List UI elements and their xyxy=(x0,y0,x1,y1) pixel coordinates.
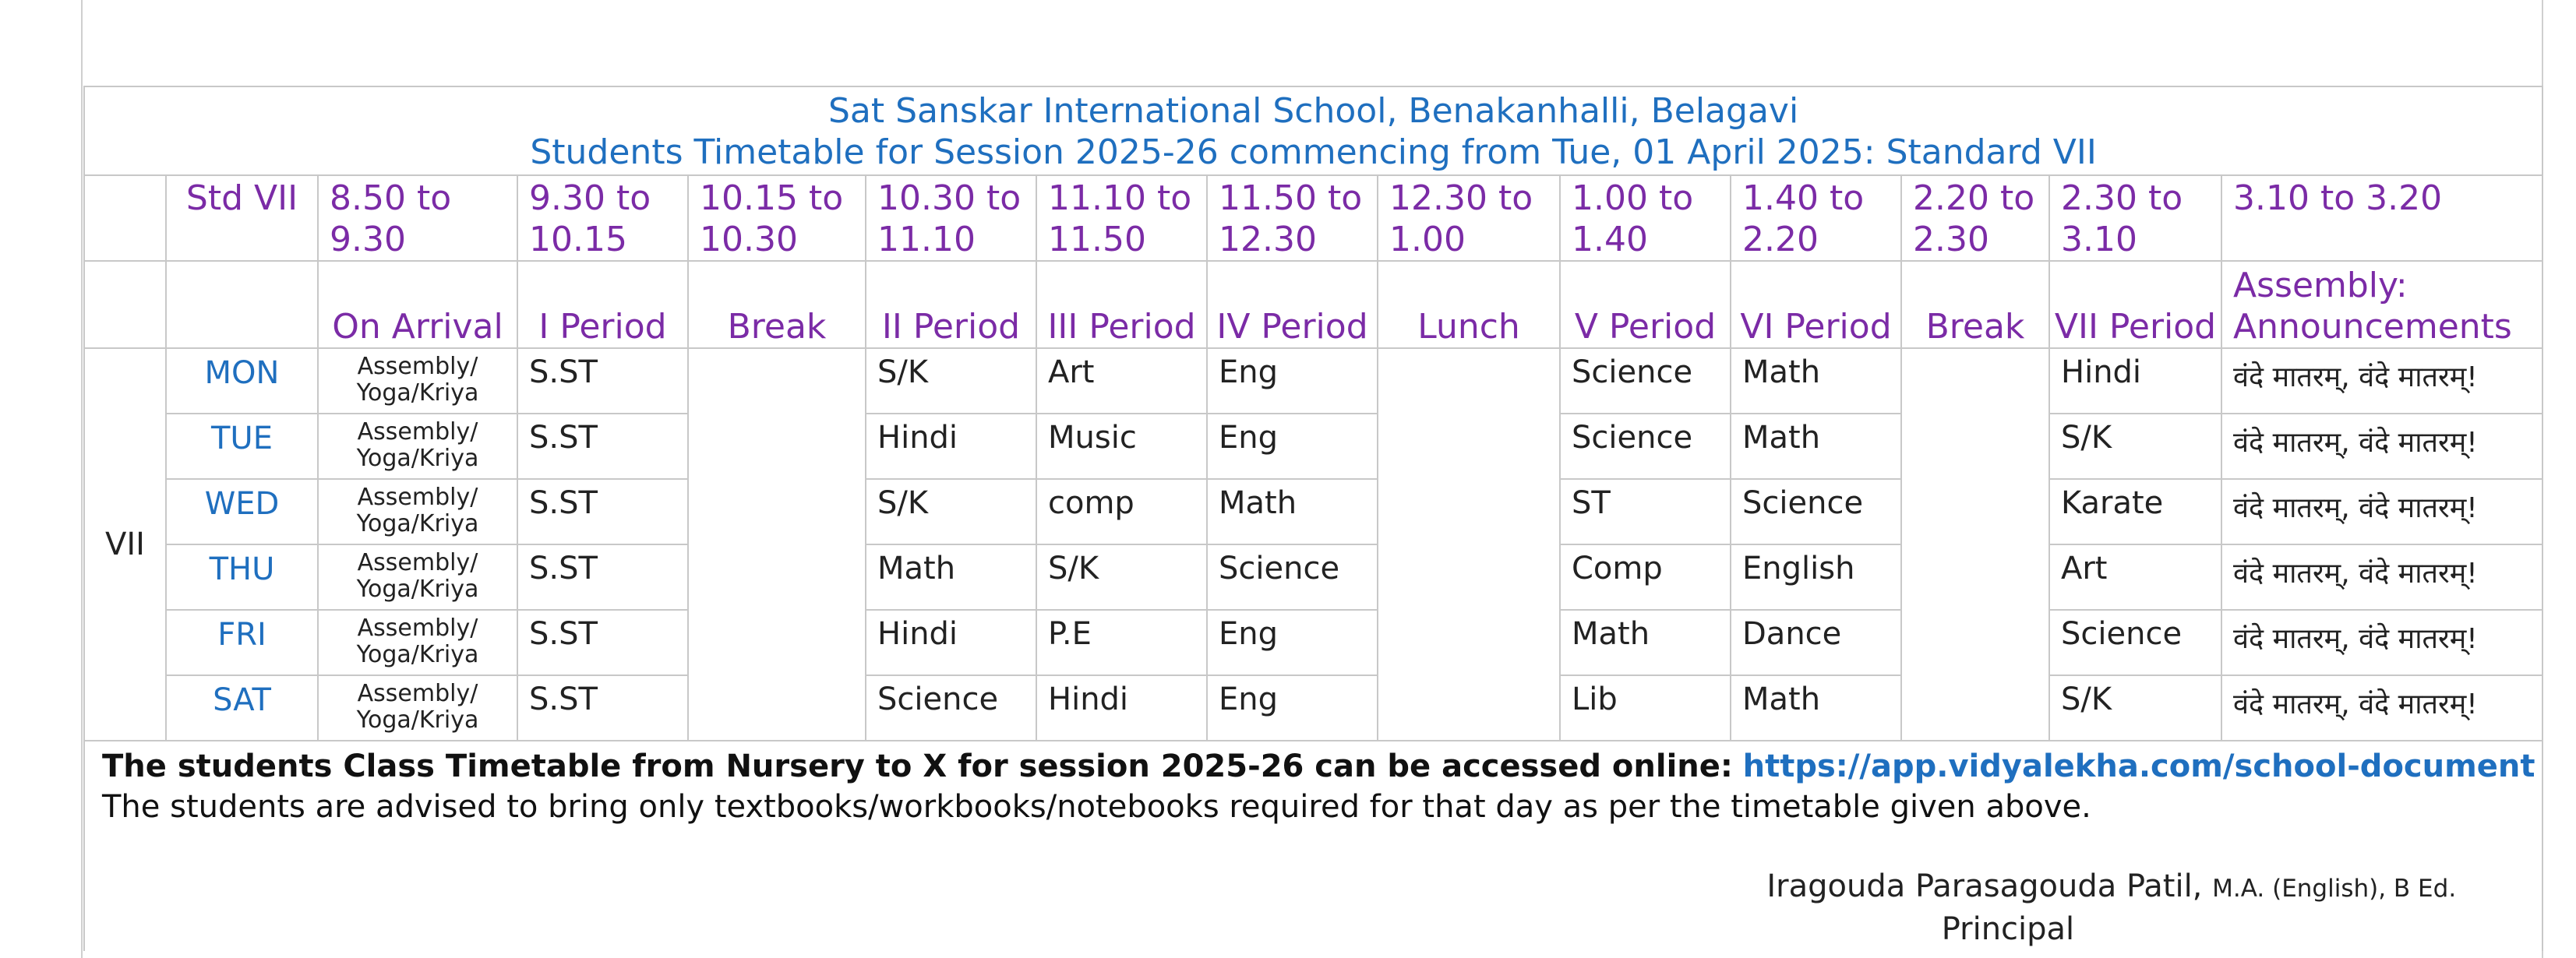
subject-cell: S/K xyxy=(866,479,1036,544)
subject-cell: S/K xyxy=(866,348,1036,414)
time-slot: 3.10 to 3.20 xyxy=(2221,175,2542,261)
period-label: VII Period xyxy=(2049,261,2221,348)
subject-cell: S/K xyxy=(2049,414,2221,479)
day-label: TUE xyxy=(166,414,318,479)
assembly-cell: Assembly/ Yoga/Kriya xyxy=(318,479,517,544)
subject-cell: S.ST xyxy=(517,610,688,675)
closing-cell: वंदे मातरम्, वंदे मातरम्! xyxy=(2221,544,2542,610)
subject-cell: Math xyxy=(1207,479,1378,544)
subject-cell: Eng xyxy=(1207,414,1378,479)
table-row xyxy=(84,348,2542,414)
lunch-column xyxy=(1378,348,1560,741)
timetable-link[interactable]: https://app.vidyalekha.com/school-document xyxy=(1742,748,2535,784)
time-slot: 1.40 to 2.20 xyxy=(1731,175,1901,261)
table-row xyxy=(84,479,2542,544)
subject-cell: Hindi xyxy=(2049,348,2221,414)
subject-cell: Hindi xyxy=(866,414,1036,479)
empty-cell xyxy=(84,261,166,348)
subject-cell: ST xyxy=(1560,479,1731,544)
day-label: THU xyxy=(166,544,318,610)
closing-cell: वंदे मातरम्, वंदे मातरम्! xyxy=(2221,479,2542,544)
subject-cell: Eng xyxy=(1207,348,1378,414)
time-row xyxy=(84,175,2542,261)
period-label: Assembly: Announcements xyxy=(2221,261,2542,348)
day-label: WED xyxy=(166,479,318,544)
subject-cell: comp xyxy=(1036,479,1207,544)
subject-cell: Math xyxy=(1731,414,1901,479)
subject-cell: Lib xyxy=(1560,675,1731,741)
subject-cell: Hindi xyxy=(1036,675,1207,741)
time-slot: 11.50 to 12.30 xyxy=(1207,175,1378,261)
subject-cell: Eng xyxy=(1207,675,1378,741)
subject-cell: English xyxy=(1731,544,1901,610)
closing-cell: वंदे मातरम्, वंदे मातरम्! xyxy=(2221,610,2542,675)
period-label: III Period xyxy=(1036,261,1207,348)
online-note-text: The students Class Timetable from Nursery to X for session 2025-26 can be accessed online: xyxy=(102,748,1733,784)
subject-cell: S.ST xyxy=(517,479,688,544)
period-label: IV Period xyxy=(1207,261,1378,348)
time-slot: 12.30 to 1.00 xyxy=(1378,175,1560,261)
subject-cell: P.E xyxy=(1036,610,1207,675)
time-slot: 1.00 to 1.40 xyxy=(1560,175,1731,261)
signature-block xyxy=(102,827,2542,909)
subject-cell: S/K xyxy=(1036,544,1207,610)
subject-cell: S.ST xyxy=(517,414,688,479)
subject-cell: S.ST xyxy=(517,675,688,741)
period-label: Lunch xyxy=(1378,261,1560,348)
subject-cell: Science xyxy=(2049,610,2221,675)
title-cell xyxy=(84,86,2542,175)
empty-cell xyxy=(166,261,318,348)
time-slot: 2.20 to 2.30 xyxy=(1901,175,2049,261)
subject-cell: Music xyxy=(1036,414,1207,479)
time-slot: 10.30 to 11.10 xyxy=(866,175,1036,261)
period-label: II Period xyxy=(866,261,1036,348)
assembly-cell: Assembly/ Yoga/Kriya xyxy=(318,610,517,675)
assembly-cell: Assembly/ Yoga/Kriya xyxy=(318,544,517,610)
subject-cell: Comp xyxy=(1560,544,1731,610)
closing-cell: वंदे मातरम्, वंदे मातरम्! xyxy=(2221,675,2542,741)
subject-cell: Art xyxy=(2049,544,2221,610)
subject-cell: Science xyxy=(1207,544,1378,610)
subject-cell: Science xyxy=(1560,348,1731,414)
break-column xyxy=(688,348,866,741)
subject-cell: S/K xyxy=(2049,675,2221,741)
left-border-line xyxy=(81,0,83,958)
day-label: MON xyxy=(166,348,318,414)
closing-cell: वंदे मातरम्, वंदे मातरम्! xyxy=(2221,414,2542,479)
notes-cell xyxy=(84,741,2542,950)
subject-cell: Science xyxy=(1560,414,1731,479)
subject-cell: Math xyxy=(866,544,1036,610)
advice-note: The students are advised to bring only textbooks/workbooks/notebooks required for that day as per the timetable given above. xyxy=(102,789,2091,825)
subject-cell: Dance xyxy=(1731,610,1901,675)
assembly-cell: Assembly/ Yoga/Kriya xyxy=(318,348,517,414)
std-label: Std VII xyxy=(166,175,318,261)
day-label: SAT xyxy=(166,675,318,741)
period-label: V Period xyxy=(1560,261,1731,348)
timetable-heading: Students Timetable for Session 2025-26 commencing from Tue, 01 April 2025: Standard VII xyxy=(530,132,2097,172)
subject-cell: S.ST xyxy=(517,348,688,414)
subject-cell: Eng xyxy=(1207,610,1378,675)
subject-cell: Math xyxy=(1560,610,1731,675)
table-row xyxy=(84,675,2542,741)
period-label: VI Period xyxy=(1731,261,1901,348)
corner-cell xyxy=(84,175,166,261)
period-label: On Arrival xyxy=(318,261,517,348)
table-row xyxy=(84,544,2542,610)
notes-row xyxy=(84,741,2542,950)
assembly-cell: Assembly/ Yoga/Kriya xyxy=(318,414,517,479)
subject-cell: Karate xyxy=(2049,479,2221,544)
subject-cell: Math xyxy=(1731,348,1901,414)
period-label: Break xyxy=(1901,261,2049,348)
assembly-cell: Assembly/ Yoga/Kriya xyxy=(318,675,517,741)
subject-cell: S.ST xyxy=(517,544,688,610)
subject-cell: Art xyxy=(1036,348,1207,414)
closing-cell: वंदे मातरम्, वंदे मातरम्! xyxy=(2221,348,2542,414)
principal-qualification: M.A. (English), B Ed. xyxy=(2212,875,2457,903)
time-slot: 11.10 to 11.50 xyxy=(1036,175,1207,261)
subject-cell: Science xyxy=(1731,479,1901,544)
online-note xyxy=(102,746,2542,787)
time-slot: 2.30 to 3.10 xyxy=(2049,175,2221,261)
table-row xyxy=(84,610,2542,675)
timetable xyxy=(83,86,2543,951)
time-slot: 10.15 to 10.30 xyxy=(688,175,866,261)
subject-cell: Hindi xyxy=(866,610,1036,675)
principal-name: Iragouda Parasagouda Patil, xyxy=(1766,868,2203,904)
time-slot: 8.50 to 9.30 xyxy=(318,175,517,261)
subject-cell: Science xyxy=(866,675,1036,741)
period-row xyxy=(84,261,2542,348)
break-column xyxy=(1901,348,2049,741)
principal-title: Principal xyxy=(1941,911,2075,947)
period-label: Break xyxy=(688,261,866,348)
title-row xyxy=(84,86,2542,175)
subject-cell: Math xyxy=(1731,675,1901,741)
day-label: FRI xyxy=(166,610,318,675)
school-name: Sat Sanskar International School, Benakanhalli, Belagavi xyxy=(827,91,1799,131)
time-slot: 9.30 to 10.15 xyxy=(517,175,688,261)
standard-cell: VII xyxy=(84,348,166,741)
period-label: I Period xyxy=(517,261,688,348)
table-row xyxy=(84,414,2542,479)
